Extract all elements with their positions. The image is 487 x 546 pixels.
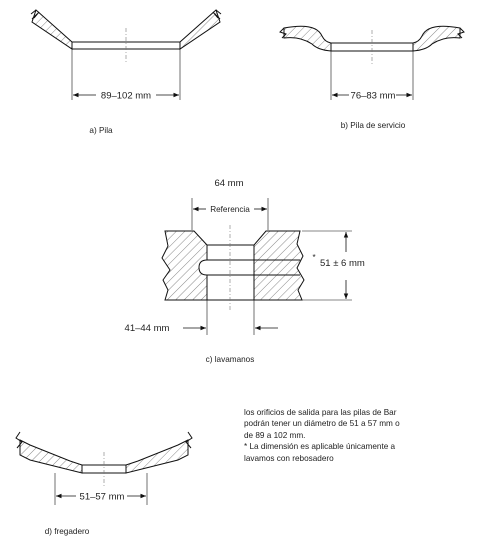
panel-c-asterisk: * [312,253,316,262]
panel-c-top-dimension: 64 mm [214,178,244,189]
panel-d-caption: d) fregadero [44,527,90,536]
panel-a-dimension-label: 89–102 mm [100,90,152,102]
panel-c-bottom-dimension: 41–44 mm [124,323,170,334]
panel-a-sink-drawing [31,10,221,135]
panel-b-dimension-label: 76–83 mm [350,90,396,102]
panel-b-service-sink-drawing [280,26,464,130]
panel-d-right-wall [126,440,188,473]
panel-c-lavatory-drawing [125,178,365,364]
panel-a-left-wall [32,10,72,49]
panel-b-caption: b) Pila de servicio [340,121,406,130]
panel-b-left-wall [284,26,331,51]
panel-c-overflow-channel [199,260,254,275]
panel-d-kitchen-sink-drawing [16,432,192,536]
footnote-line: * La dimensión es aplicable únicamente a [244,442,396,452]
panel-a-caption: a) Pila [89,126,113,135]
panel-d-dimension-label: 51–57 mm [79,491,125,503]
footnote-line: los orificios de salida para las pilas de Bar [244,408,397,417]
panel-b-right-wall [413,26,460,51]
footnote-block [244,407,434,464]
panel-c-right-body [254,231,304,300]
panel-a-right-wall [180,10,220,49]
panel-c-caption: c) lavamanos [205,355,255,364]
panel-c-side-dimension: 51 ± 6 mm [320,258,365,269]
panel-c-reference-label: Referencia [210,205,250,214]
panel-d-left-wall [20,440,82,473]
footnote-line: de 89 a 102 mm. [244,430,306,440]
footnote-line: lavamos con rebosadero [244,453,334,463]
footnote-line: podrán tener un diámetro de 51 a 57 mm o [244,419,400,429]
